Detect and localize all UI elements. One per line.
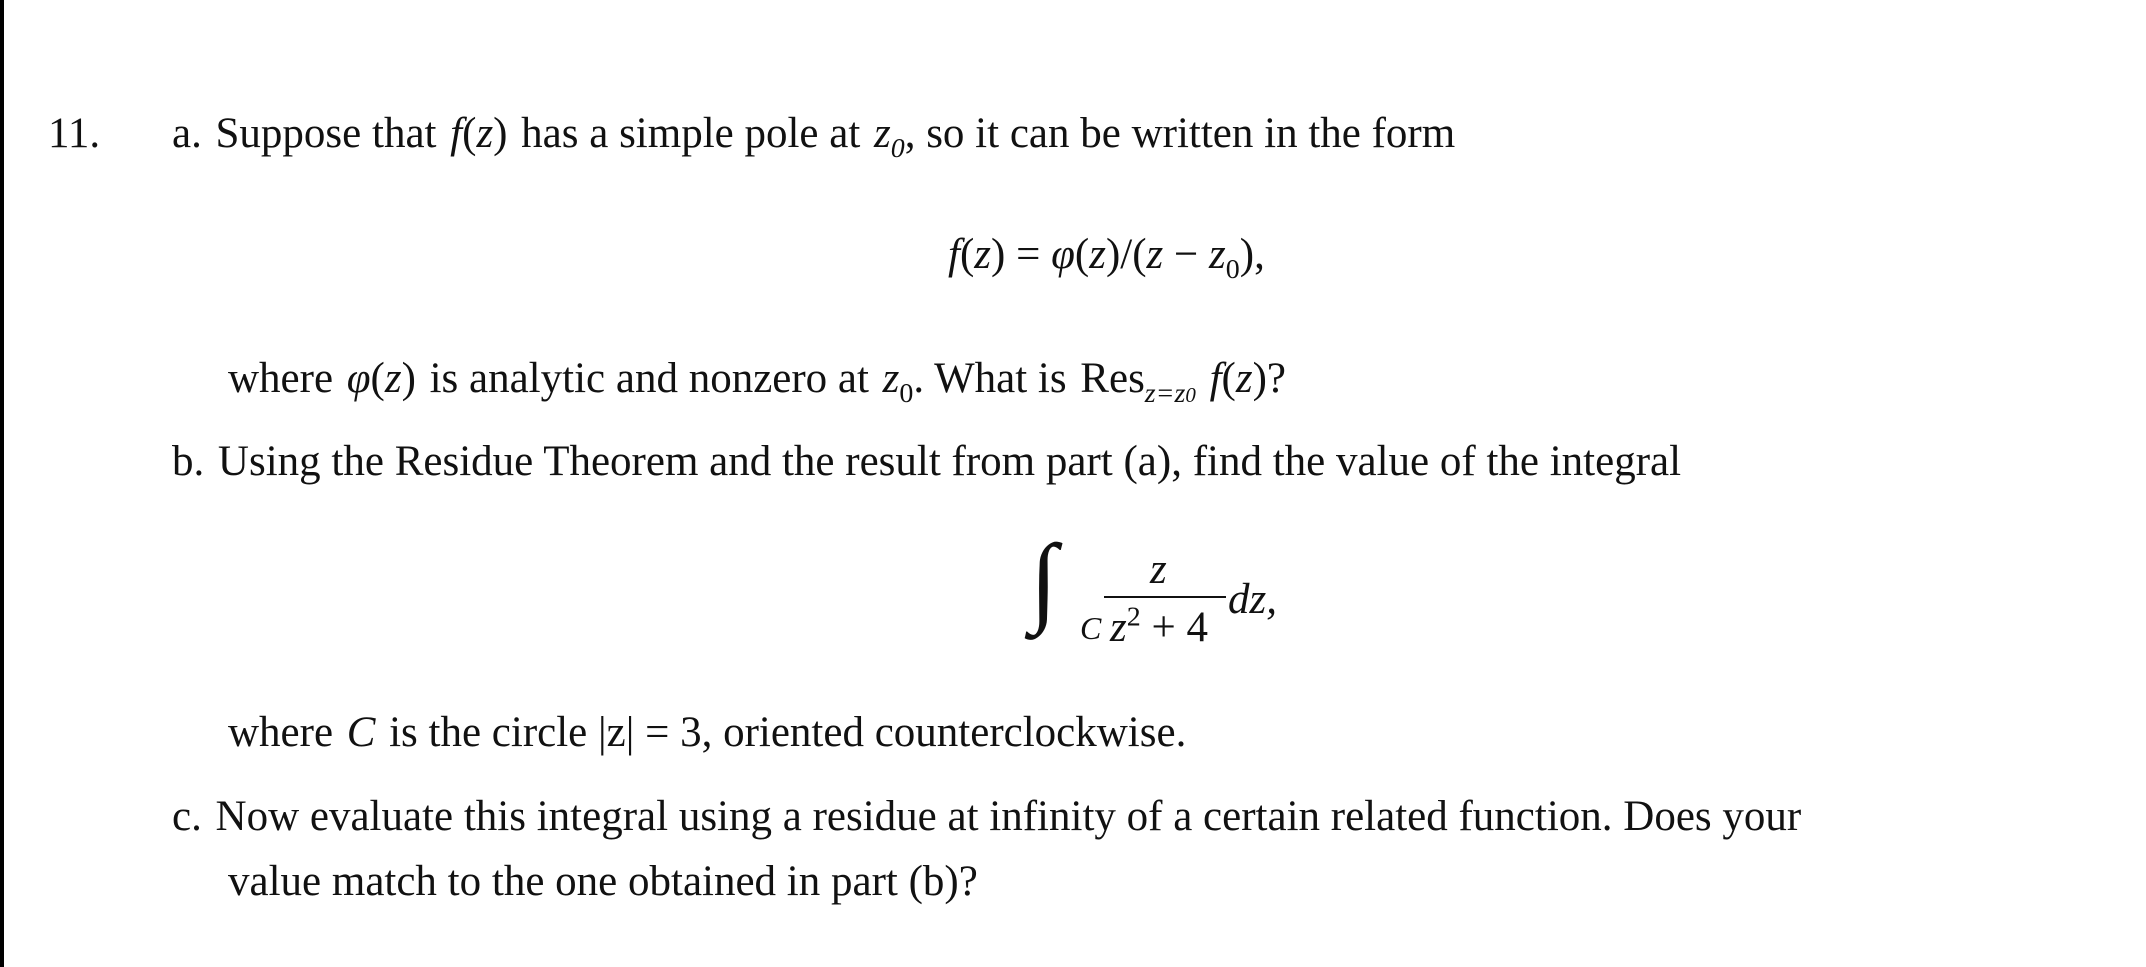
integral-sign: ∫ [1030,524,1058,635]
left-border [0,0,4,967]
part-a-after-1: where [228,355,334,402]
part-a-text-2: has a simple pole at [521,110,861,157]
residue-operator: Res [1080,355,1145,402]
part-a-intro: a. Suppose that f(z) has a simple pole at $z_0$, so it can be written in the form [172,110,1456,164]
part-c-label: c. [172,793,202,840]
part-a-after-3: . What is [913,355,1067,402]
integral-contour: C [1080,610,1102,646]
fz-symbol: f [450,110,463,157]
part-a-text-1: Suppose that [215,110,437,157]
fraction-numerator: z [1150,546,1167,593]
part-c-text-1: Now evaluate this integral using a residue at infinity of a certain related function. Does your [215,793,1802,840]
part-b-text: Using the Residue Theorem and the result from part (a), find the value of the integral [217,438,1682,485]
fraction-bar [1104,596,1226,598]
fraction-denominator: $z^2 + 4$ [1110,601,1208,651]
part-a-equation: $f(z) = \varphi(z)/(z - z_0)$, [948,231,1265,285]
part-a-label: a. [172,110,202,157]
part-b-label: b. [172,438,205,485]
part-b-after-2: is the circle |z| = 3, oriented counterclockwise. [389,709,1187,756]
part-a-after-2: is analytic and nonzero at [429,355,869,402]
part-c-line-2: value match to the one obtained in part (b)? [228,858,978,905]
integral-tail: dz, [1228,576,1277,623]
part-b-after-1: where [228,709,334,756]
part-b-contour-text: where C is the circle |z| = 3, oriented counterclockwise. [228,709,1187,756]
part-b-intro [172,440,1681,483]
z0-symbol: $z_0$ [873,110,905,164]
part-a-text-3: , so it can be written in the form [904,110,1456,157]
part-a-question: where φ(z) is analytic and nonzero at $z_0$. What is Res$_{z=z0}$ f(z)? [228,355,1286,409]
problem-number: 11. [48,110,101,157]
part-c-line-1 [172,795,1801,838]
